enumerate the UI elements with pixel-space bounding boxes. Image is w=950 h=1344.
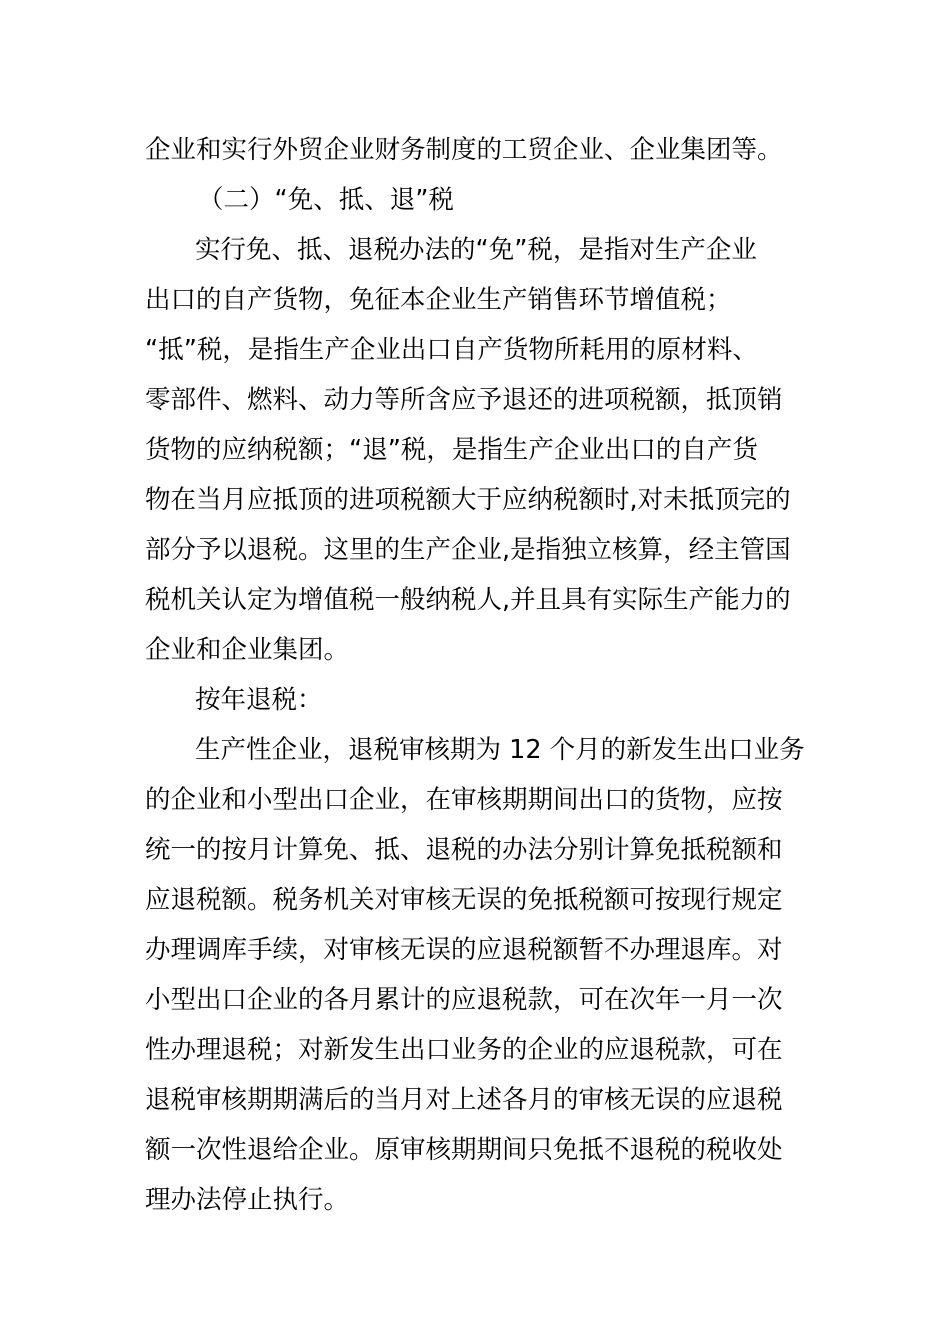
text-line: 额一次性退给企业。原审核期期间只免抵不退税的税收处 bbox=[145, 1135, 783, 1165]
text-line: 实行免、抵、退税办法的“免”税，是指对生产企业 bbox=[195, 235, 757, 265]
text-line: 统一的按月计算免、抵、退税的办法分别计算免抵税额和 bbox=[145, 835, 783, 865]
text-line: 办理调库手续，对审核无误的应退税额暂不办理退库。对 bbox=[145, 935, 783, 965]
text-line: 零部件、燃料、动力等所含应予退还的进项税额，抵顶销 bbox=[145, 385, 783, 415]
text-line: 的企业和小型出口企业，在审核期期间出口的货物，应按 bbox=[145, 785, 783, 815]
text-line: 部分予以退税。这里的生产企业,是指独立核算，经主管国 bbox=[145, 535, 791, 565]
text-line: 企业和实行外贸企业财务制度的工贸企业、企业集团等。 bbox=[145, 135, 783, 165]
text-line: 企业和企业集团。 bbox=[145, 635, 350, 665]
text-line: 出口的自产货物，免征本企业生产销售环节增值税； bbox=[145, 285, 732, 315]
paragraph-label: 按年退税： bbox=[195, 685, 323, 715]
text-line: 物在当月应抵顶的进项税额大于应纳税额时,对未抵顶完的 bbox=[145, 485, 791, 515]
text-line: 生产性企业，退税审核期为 12 个月的新发生出口业务 bbox=[195, 735, 805, 765]
text-line: 退税审核期期满后的当月对上述各月的审核无误的应退税 bbox=[145, 1085, 783, 1115]
text-line: 货物的应纳税额；“退”税，是指生产企业出口的自产货 bbox=[145, 435, 758, 465]
text-line: 性办理退税；对新发生出口业务的企业的应退税款，可在 bbox=[145, 1035, 783, 1065]
text-line: “抵”税，是指生产企业出口自产货物所耗用的原材料、 bbox=[145, 335, 758, 365]
text-line: 理办法停止执行。 bbox=[145, 1185, 350, 1215]
text-line: 应退税额。税务机关对审核无误的免抵税额可按现行规定 bbox=[145, 885, 783, 915]
text-line: 税机关认定为增值税一般纳税人,并且具有实际生产能力的 bbox=[145, 585, 791, 615]
section-heading: （二）“免、抵、退”税 bbox=[198, 185, 454, 215]
text-line: 小型出口企业的各月累计的应退税款，可在次年一月一次 bbox=[145, 985, 783, 1015]
